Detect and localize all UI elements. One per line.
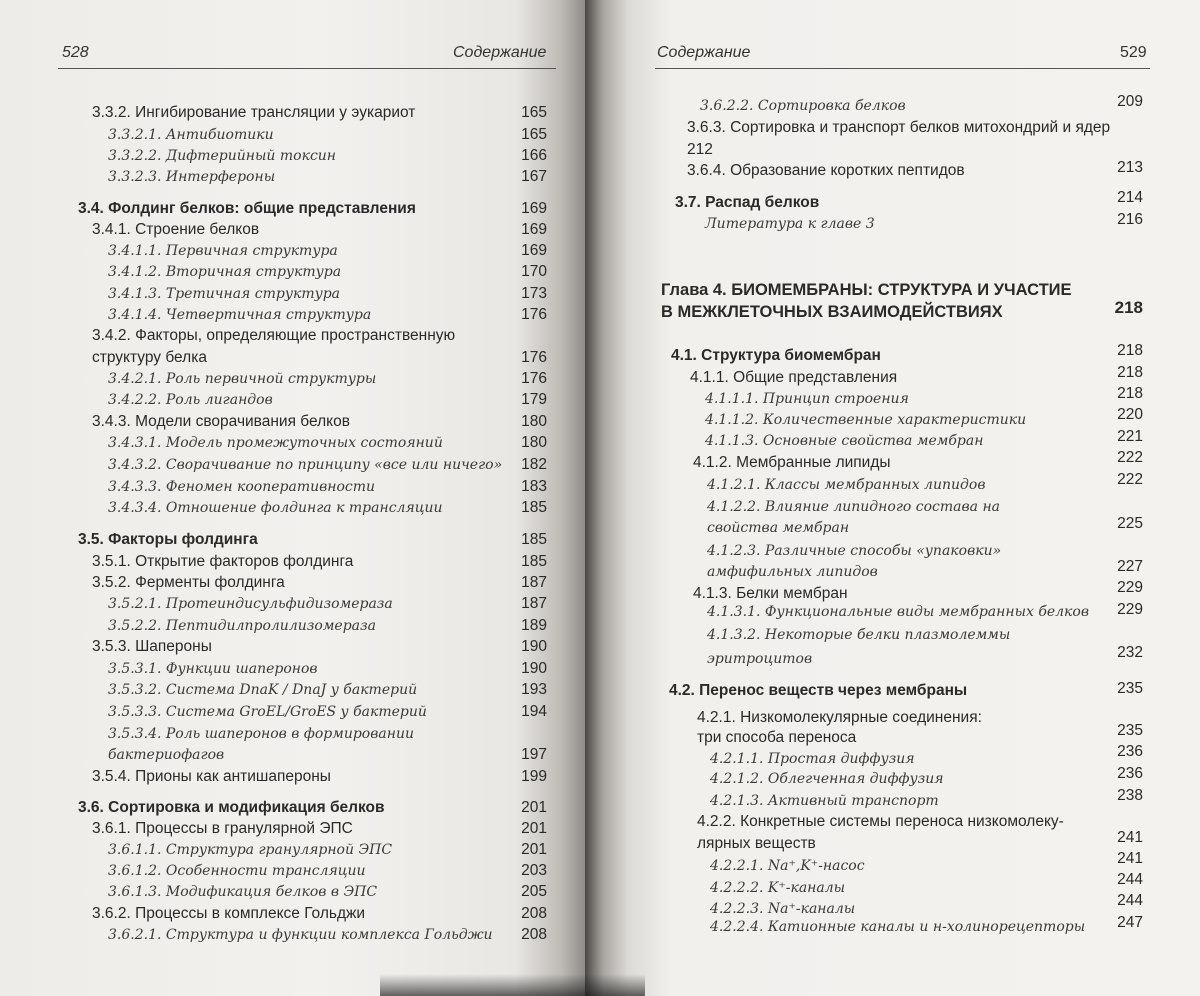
right-toc-entry-title: 4.1.1.3. Основные свойства мембран bbox=[705, 433, 984, 449]
right-toc-entry-page: 227 bbox=[1117, 558, 1143, 575]
right-toc-entry-title: В МЕЖКЛЕТОЧНЫХ ВЗАИМОДЕЙСТВИЯХ bbox=[661, 303, 1003, 321]
right-toc-entry-page: 225 bbox=[1117, 515, 1143, 532]
left-toc-entry-page: 182 bbox=[521, 456, 547, 473]
left-toc-entry-page: 185 bbox=[521, 531, 547, 548]
right-toc-entry-page: 209 bbox=[1117, 93, 1143, 110]
left-toc-entry-title: 3.6.1.3. Модификация белков в ЭПС bbox=[108, 884, 378, 900]
left-toc-entry-title: 3.6.2. Процессы в комплексе Гольджи bbox=[92, 905, 366, 922]
left-toc-entry-title: 3.4.1.2. Вторичная структура bbox=[108, 264, 342, 280]
right-toc-entry-page: 222 bbox=[1117, 449, 1143, 466]
right-toc-entry-page: 244 bbox=[1117, 892, 1143, 909]
left-toc-entry-page: 185 bbox=[521, 499, 547, 516]
right-toc-entry-title: эритроцитов bbox=[707, 651, 813, 667]
right-toc-entry-page: 232 bbox=[1117, 644, 1143, 661]
right-toc-entry-title: 4.2.2. Конкретные системы переноса низкомолеку- bbox=[697, 813, 1064, 830]
right-toc-entry-title: 4.2.2.2. K⁺-каналы bbox=[710, 880, 846, 896]
left-toc-entry-title: 3.5.3.1. Функции шаперонов bbox=[108, 661, 318, 677]
left-toc-entry-page: 166 bbox=[521, 147, 547, 164]
right-toc-entry-page: 220 bbox=[1117, 406, 1143, 423]
right-toc-entry-title: 4.1.3.2. Некоторые белки плазмолеммы bbox=[707, 627, 1011, 643]
left-toc-entry-title: 3.4.3.4. Отношение фолдинга к трансляции bbox=[108, 500, 443, 516]
right-toc-entry-page: 218 bbox=[1117, 342, 1143, 359]
left-toc-entry-page: 203 bbox=[521, 862, 547, 879]
right-toc-entry-page: 236 bbox=[1117, 765, 1143, 782]
right-toc-entry-title: 3.6.4. Образование коротких пептидов bbox=[687, 162, 965, 179]
left-toc-entry-page: 194 bbox=[521, 703, 547, 720]
right-running-head: Содержание bbox=[657, 44, 751, 61]
right-toc-entry-title: 4.2.1.2. Облегченная диффузия bbox=[710, 771, 944, 787]
left-toc-entry-title: 3.5.3.3. Система GroEL/GroES у бактерий bbox=[108, 704, 427, 720]
left-toc-entry-page: 189 bbox=[521, 617, 547, 634]
left-toc-entry-page: 193 bbox=[521, 681, 547, 698]
left-toc-entry-page: 169 bbox=[521, 242, 547, 259]
right-page-number: 529 bbox=[1120, 44, 1147, 61]
right-toc-entry-title: 4.2.1.3. Активный транспорт bbox=[710, 793, 939, 809]
left-toc-entry-title: 3.5.3.4. Роль шаперонов в формировании bbox=[108, 726, 414, 742]
left-toc-entry-title: 3.4.1. Строение белков bbox=[92, 221, 260, 238]
left-toc-entry-page: 170 bbox=[521, 263, 547, 280]
right-toc-entry-page: 229 bbox=[1117, 601, 1143, 618]
right-toc-entry-page: 214 bbox=[1117, 189, 1143, 206]
right-toc-entry-title: 4.1.3.1. Функциональные виды мембранных белков bbox=[707, 604, 1089, 620]
right-toc-entry-page: 244 bbox=[1117, 871, 1143, 888]
left-toc-entry-page: 173 bbox=[521, 285, 547, 302]
left-toc-entry-title: 3.4.2. Факторы, определяющие пространственную bbox=[92, 327, 456, 344]
left-toc-entry-page: 190 bbox=[521, 660, 547, 677]
right-toc-entry-title: 3.6.2.2. Сортировка белков bbox=[700, 98, 906, 114]
left-toc-entry-title: 3.5.1. Открытие факторов фолдинга bbox=[92, 553, 354, 570]
right-toc-entry-page: 236 bbox=[1117, 743, 1143, 760]
right-toc-entry-title: 4.2.2.3. Na⁺-каналы bbox=[710, 901, 856, 917]
right-toc-entry-title: 4.1.1. Общие представления bbox=[690, 369, 898, 386]
right-toc-entry-page: 213 bbox=[1117, 159, 1143, 176]
right-toc-entry-title: 4.1.1.2. Количественные характеристики bbox=[705, 412, 1027, 428]
left-toc-entry-page: 205 bbox=[521, 883, 547, 900]
left-toc-entry-title: 3.5.2.2. Пептидилпролилизомераза bbox=[108, 618, 377, 634]
left-toc-entry-title: 3.6.1.1. Структура гранулярной ЭПС bbox=[108, 842, 393, 858]
right-toc-entry-title: 212 bbox=[687, 141, 713, 158]
right-toc-entry-page: 238 bbox=[1117, 787, 1143, 804]
right-page bbox=[585, 0, 1200, 996]
left-toc-entry-title: структуру белка bbox=[92, 349, 207, 366]
right-toc-entry-page: 241 bbox=[1117, 850, 1143, 867]
left-toc-entry-page: 183 bbox=[521, 478, 547, 495]
left-running-head: Содержание bbox=[453, 44, 547, 61]
left-toc-entry-title: 3.4.3. Модели сворачивания белков bbox=[92, 413, 350, 430]
left-toc-entry-title: 3.4.1.4. Четвертичная структура bbox=[108, 307, 372, 323]
left-toc-entry-page: 180 bbox=[521, 413, 547, 430]
left-toc-entry-title: 3.4.2.2. Роль лигандов bbox=[108, 392, 273, 408]
left-toc-entry-title: 3.3.2. Ингибирование трансляции у эукариот bbox=[92, 104, 416, 121]
right-toc-entry-title: 4.2.1.1. Простая диффузия bbox=[710, 751, 915, 767]
right-toc-entry-title: 4.2.2.1. Na⁺,K⁺-насос bbox=[710, 858, 865, 874]
left-toc-entry-title: 3.5.3. Шапероны bbox=[92, 638, 212, 655]
left-toc-entry-page: 201 bbox=[521, 820, 547, 837]
left-toc-entry-title: 3.5.4. Прионы как антишапероны bbox=[92, 768, 331, 785]
right-toc-entry-page: 218 bbox=[1117, 385, 1143, 402]
left-toc-entry-title: 3.4.1.1. Первичная структура bbox=[108, 243, 338, 259]
right-toc-entry-page: 229 bbox=[1117, 579, 1143, 596]
left-toc-entry-page: 176 bbox=[521, 370, 547, 387]
right-toc-entry-page: 241 bbox=[1117, 829, 1143, 846]
left-toc-entry-page: 180 bbox=[521, 434, 547, 451]
right-toc-entry-page: 222 bbox=[1117, 471, 1143, 488]
right-toc-entry-title: 4.1.2.3. Различные способы «упаковки» bbox=[707, 543, 1002, 559]
left-toc-entry-title: 3.4.2.1. Роль первичной структуры bbox=[108, 371, 377, 387]
right-toc-entry-title: 4.1.1.1. Принцип строения bbox=[705, 391, 909, 407]
right-toc-entry-title: 4.2.1. Низкомолекулярные соединения: bbox=[697, 709, 982, 726]
right-toc-entry-title: амфифильных липидов bbox=[707, 564, 878, 580]
right-toc-entry-page: 218 bbox=[1114, 298, 1143, 317]
left-toc-entry-page: 199 bbox=[521, 768, 547, 785]
left-toc-entry-page: 187 bbox=[521, 595, 547, 612]
left-toc-entry-title: 3.5.2. Ферменты фолдинга bbox=[92, 574, 285, 591]
left-toc-entry-page: 208 bbox=[521, 905, 547, 922]
left-toc-entry-page: 169 bbox=[521, 200, 547, 217]
left-page-number: 528 bbox=[62, 44, 89, 61]
right-toc-entry-page: 247 bbox=[1117, 914, 1143, 931]
left-toc-entry-page: 201 bbox=[521, 841, 547, 858]
left-toc-entry-title: 3.4.3.1. Модель промежуточных состояний bbox=[108, 435, 443, 451]
left-page bbox=[0, 0, 585, 996]
left-toc-entry-page: 169 bbox=[521, 221, 547, 238]
left-toc-entry-title: 3.5.2.1. Протеиндисульфидизомераза bbox=[108, 596, 393, 612]
right-toc-entry-page: 218 bbox=[1117, 364, 1143, 381]
left-toc-entry-title: 3.4. Фолдинг белков: общие представления bbox=[78, 200, 416, 217]
right-toc-entry-title: 4.1.2.2. Влияние липидного состава на bbox=[707, 499, 1001, 515]
left-toc-entry-title: 3.3.2.2. Дифтерийный токсин bbox=[108, 148, 337, 164]
left-page-shadow bbox=[380, 974, 585, 996]
left-toc-entry-page: 190 bbox=[521, 638, 547, 655]
right-toc-entry-title: свойства мембран bbox=[707, 520, 850, 536]
right-toc-entry-title: 4.1.3. Белки мембран bbox=[693, 585, 848, 602]
left-toc-entry-page: 179 bbox=[521, 391, 547, 408]
left-toc-entry-page: 167 bbox=[521, 168, 547, 185]
right-toc-entry-page: 235 bbox=[1117, 722, 1143, 739]
left-toc-entry-title: 3.5. Факторы фолдинга bbox=[78, 531, 258, 548]
right-toc-entry-page: 235 bbox=[1117, 680, 1143, 697]
left-toc-entry-title: 3.6.2.1. Структура и функции комплекса Гольджи bbox=[108, 927, 493, 943]
right-toc-entry-title: 4.1.2. Мембранные липиды bbox=[693, 454, 891, 471]
right-toc-entry-title: Литература к главе 3 bbox=[705, 216, 875, 232]
left-toc-entry-title: 3.4.3.3. Феномен кооперативности bbox=[108, 479, 376, 495]
right-page-shadow bbox=[585, 974, 645, 996]
left-toc-entry-page: 185 bbox=[521, 553, 547, 570]
right-toc-entry-title: 4.2. Перенос веществ через мембраны bbox=[669, 682, 968, 699]
right-toc-entry-title: 4.1. Структура биомембран bbox=[671, 347, 881, 364]
left-toc-entry-title: 3.4.3.2. Сворачивание по принципу «все или ничего» bbox=[108, 457, 503, 473]
left-toc-entry-title: 3.3.2.1. Антибиотики bbox=[108, 127, 274, 143]
right-toc bbox=[585, 0, 1200, 996]
left-toc-entry-page: 201 bbox=[521, 799, 547, 816]
left-toc-entry-title: 3.3.2.3. Интерфероны bbox=[108, 169, 276, 185]
left-toc-entry-page: 187 bbox=[521, 574, 547, 591]
right-toc-entry-title: лярных веществ bbox=[697, 835, 816, 852]
left-toc-entry-page: 165 bbox=[521, 126, 547, 143]
right-toc-entry-title: 4.2.2.4. Катионные каналы и н-холинорецепторы bbox=[710, 919, 1086, 935]
left-toc-entry-title: 3.4.1.3. Третичная структура bbox=[108, 286, 341, 302]
left-toc-entry-page: 176 bbox=[521, 349, 547, 366]
right-toc-entry-title: 3.7. Распад белков bbox=[675, 194, 820, 211]
left-toc-entry-title: 3.6.1.2. Особенности трансляции bbox=[108, 863, 366, 879]
left-toc-entry-page: 208 bbox=[521, 926, 547, 943]
left-toc bbox=[0, 0, 585, 996]
left-toc-entry-title: 3.6. Сортировка и модификация белков bbox=[78, 799, 385, 816]
left-toc-entry-title: 3.5.3.2. Система DnaK / DnaJ у бактерий bbox=[108, 682, 418, 698]
right-toc-entry-title: 3.6.3. Сортировка и транспорт белков митохондрий и ядер bbox=[687, 119, 1111, 136]
left-toc-entry-page: 197 bbox=[521, 746, 547, 763]
left-toc-entry-title: бактериофагов bbox=[108, 747, 225, 763]
right-toc-entry-page: 221 bbox=[1117, 428, 1143, 445]
left-toc-entry-page: 165 bbox=[521, 104, 547, 121]
right-toc-entry-page: 216 bbox=[1117, 211, 1143, 228]
left-toc-entry-page: 176 bbox=[521, 306, 547, 323]
right-toc-entry-title: Глава 4. БИОМЕМБРАНЫ: СТРУКТУРА И УЧАСТИЕ bbox=[661, 281, 1072, 299]
left-toc-entry-title: 3.6.1. Процессы в гранулярной ЭПС bbox=[92, 820, 353, 837]
right-toc-entry-title: 4.1.2.1. Классы мембранных липидов bbox=[707, 477, 986, 493]
right-toc-entry-title: три способа переноса bbox=[697, 729, 857, 746]
